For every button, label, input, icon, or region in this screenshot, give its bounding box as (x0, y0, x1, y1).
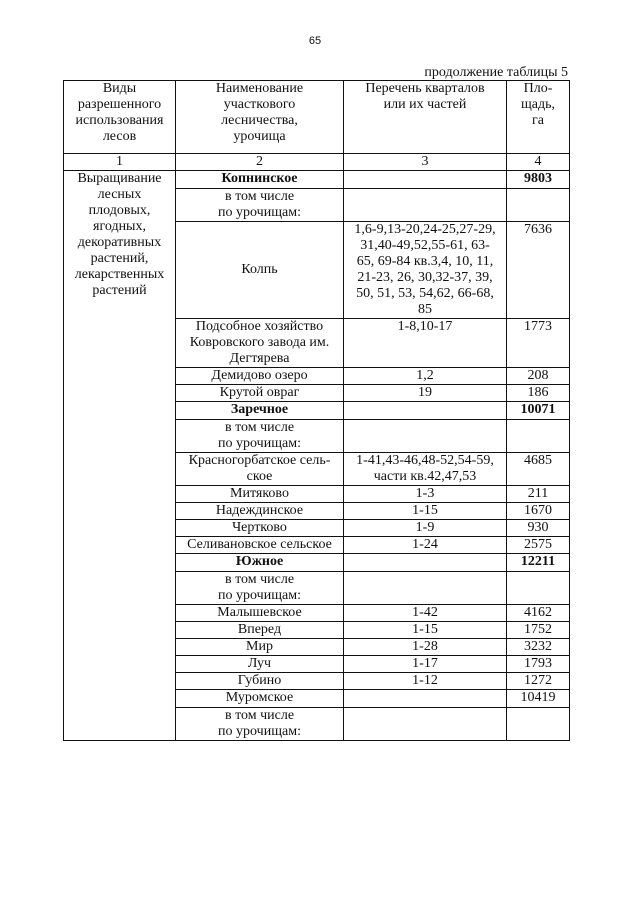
header-area-line: щадь, (520, 97, 555, 112)
name-line: Дегтярева (229, 351, 290, 366)
use-type-line: Выращивание (77, 171, 162, 186)
area-cell: 1773 (507, 319, 570, 368)
header-quarters-list-line: или их частей (383, 97, 467, 112)
quarters-line: 1-17 (412, 656, 438, 671)
header-use-type-line: разрешенного (77, 97, 162, 112)
header-use-type-line: лесов (102, 129, 137, 144)
tract-name-cell (176, 537, 344, 554)
area-cell: 1793 (507, 656, 570, 673)
name-line: Надеждинское (215, 503, 304, 518)
tract-name-cell (176, 520, 344, 537)
area-cell: 2575 (507, 537, 570, 554)
header-forestry-name (176, 81, 344, 154)
quarters-cell (344, 708, 507, 741)
name-line: по урочищам: (218, 724, 301, 739)
area-cell (507, 708, 570, 741)
quarters-cell (344, 639, 507, 656)
header-area-line: га (532, 113, 544, 128)
quarters-cell (344, 503, 507, 520)
quarters-cell (344, 319, 507, 368)
header-use-type (64, 81, 176, 154)
use-type-line: лекарственных (74, 267, 165, 282)
column-number: 2 (176, 154, 344, 171)
quarters-cell (344, 656, 507, 673)
name-line: в том числе (224, 708, 295, 723)
area-cell: 1272 (507, 673, 570, 690)
use-type-line: растений, (90, 251, 149, 266)
quarters-cell (344, 537, 507, 554)
tract-name-cell (176, 690, 344, 708)
header-area (507, 81, 570, 154)
name-line: по урочищам: (218, 588, 301, 603)
header-forestry-name-line: Наименование (215, 81, 304, 96)
area-cell: 1670 (507, 503, 570, 520)
name-line: Вперед (237, 622, 282, 637)
quarters-cell (344, 554, 507, 572)
tract-name-cell (176, 503, 344, 520)
quarters-cell (344, 222, 507, 319)
header-area-line: Пло- (523, 81, 553, 96)
forestry-name-cell (176, 171, 344, 189)
area-cell: 1752 (507, 622, 570, 639)
tract-name-cell (176, 673, 344, 690)
area-cell: 186 (507, 385, 570, 402)
name-line: Копнинское (221, 171, 298, 186)
quarters-line: 1-9 (415, 520, 435, 535)
name-line: Муромское (225, 690, 294, 705)
name-line: Южное (235, 554, 284, 569)
quarters-line: 50, 51, 53, 54,62, 66-68, (356, 286, 494, 301)
name-line: Подсобное хозяйство (195, 319, 324, 334)
quarters-line: 1-41,43-46,48-52,54-59, (356, 453, 494, 468)
quarters-cell (344, 622, 507, 639)
use-type-line: декоративных (77, 235, 162, 250)
quarters-line: 1,2 (416, 368, 434, 383)
header-forestry-name-line: лесничества, (221, 113, 298, 128)
name-line: Селивановское сельское (187, 537, 332, 552)
column-number: 1 (64, 154, 176, 171)
area-cell: 3232 (507, 639, 570, 656)
quarters-line: 1-3 (415, 486, 435, 501)
tract-name-cell (176, 453, 344, 486)
quarters-line: 31,40-49,52,55-61, 63- (360, 238, 490, 253)
quarters-cell (344, 520, 507, 537)
area-cell (507, 420, 570, 453)
quarters-line: 19 (418, 385, 432, 400)
quarters-cell (344, 385, 507, 402)
tract-name-cell (176, 639, 344, 656)
tract-name-cell (176, 222, 344, 319)
name-line: Митяково (230, 486, 289, 501)
table-row (64, 171, 570, 189)
header-forestry-name-line: урочища (233, 129, 286, 144)
area-cell (507, 572, 570, 605)
name-line: Колпь (241, 262, 278, 277)
area-cell: 930 (507, 520, 570, 537)
tract-name-cell (176, 385, 344, 402)
header-quarters-list-line: Перечень кварталов (365, 81, 485, 96)
tract-name-cell (176, 420, 344, 453)
quarters-cell (344, 690, 507, 708)
area-cell: 4685 (507, 453, 570, 486)
quarters-cell (344, 486, 507, 503)
tract-name-cell (176, 605, 344, 622)
header-use-type-line: использования (75, 113, 164, 128)
use-type-line: растений (92, 283, 147, 298)
name-line: Чертково (232, 520, 287, 535)
tract-name-cell (176, 319, 344, 368)
name-line: Малышевское (217, 605, 302, 620)
tract-name-cell (176, 656, 344, 673)
area-cell: 208 (507, 368, 570, 385)
quarters-cell (344, 189, 507, 222)
quarters-line: 65, 69-84 кв.3,4, 10, 11, (356, 254, 494, 269)
forestry-name-cell (176, 554, 344, 572)
quarters-cell (344, 453, 507, 486)
quarters-line: 1,6-9,13-20,24-25,27-29, (354, 222, 496, 237)
name-line: Ковровского завода им. (189, 335, 330, 350)
area-cell: 12211 (507, 554, 570, 572)
quarters-line: 1-15 (412, 622, 438, 637)
tract-name-cell (176, 708, 344, 741)
name-line: Губино (237, 673, 282, 688)
area-cell: 7636 (507, 222, 570, 319)
column-number: 3 (344, 154, 507, 171)
column-number-row (64, 154, 570, 171)
quarters-cell (344, 605, 507, 622)
quarters-line: 1-28 (412, 639, 438, 654)
tract-name-cell (176, 622, 344, 639)
name-line: Красногорбатское сель- (188, 453, 331, 468)
quarters-line: части кв.42,47,53 (373, 469, 477, 484)
quarters-cell (344, 420, 507, 453)
name-line: в том числе (224, 572, 295, 587)
quarters-line: 1-42 (412, 605, 438, 620)
tract-name-cell (176, 486, 344, 503)
quarters-line: 21-23, 26, 30,32-37, 39, (357, 270, 493, 285)
quarters-cell (344, 368, 507, 385)
name-line: в том числе (224, 420, 295, 435)
quarters-cell (344, 673, 507, 690)
area-cell: 4162 (507, 605, 570, 622)
table-header-row (64, 81, 570, 154)
quarters-line: 1-8,10-17 (397, 319, 453, 334)
name-line: Луч (247, 656, 272, 671)
quarters-line: 1-24 (412, 537, 438, 552)
use-type-cell (64, 171, 176, 741)
header-forestry-name-line: участкового (223, 97, 296, 112)
header-use-type-line: Виды (102, 81, 137, 96)
area-cell: 10419 (507, 690, 570, 708)
quarters-line: 1-15 (412, 503, 438, 518)
name-line: по урочищам: (218, 436, 301, 451)
area-cell (507, 189, 570, 222)
quarters-cell (344, 171, 507, 189)
page-number: 65 (308, 35, 322, 47)
table-continuation-caption: продолжение таблицы 5 (424, 65, 568, 80)
name-line: по урочищам: (218, 205, 301, 220)
forestry-name-cell (176, 402, 344, 420)
name-line: Крутой овраг (219, 385, 300, 400)
use-type-line: ягодных, (93, 219, 146, 234)
area-cell: 9803 (507, 171, 570, 189)
area-cell: 211 (507, 486, 570, 503)
forest-use-table (63, 80, 570, 741)
tract-name-cell (176, 572, 344, 605)
column-number: 4 (507, 154, 570, 171)
name-line: Демидово озеро (211, 368, 308, 383)
tract-name-cell (176, 368, 344, 385)
name-line: в том числе (224, 189, 295, 204)
use-type-line: лесных (97, 187, 142, 202)
header-quarters-list (344, 81, 507, 154)
use-type-line: плодовых, (88, 203, 151, 218)
quarters-cell (344, 572, 507, 605)
quarters-line: 85 (418, 302, 432, 317)
tract-name-cell (176, 189, 344, 222)
name-line: Мир (246, 639, 273, 654)
area-cell: 10071 (507, 402, 570, 420)
quarters-line: 1-12 (412, 673, 438, 688)
name-line: ское (246, 469, 273, 484)
name-line: Заречное (230, 402, 289, 417)
quarters-cell (344, 402, 507, 420)
